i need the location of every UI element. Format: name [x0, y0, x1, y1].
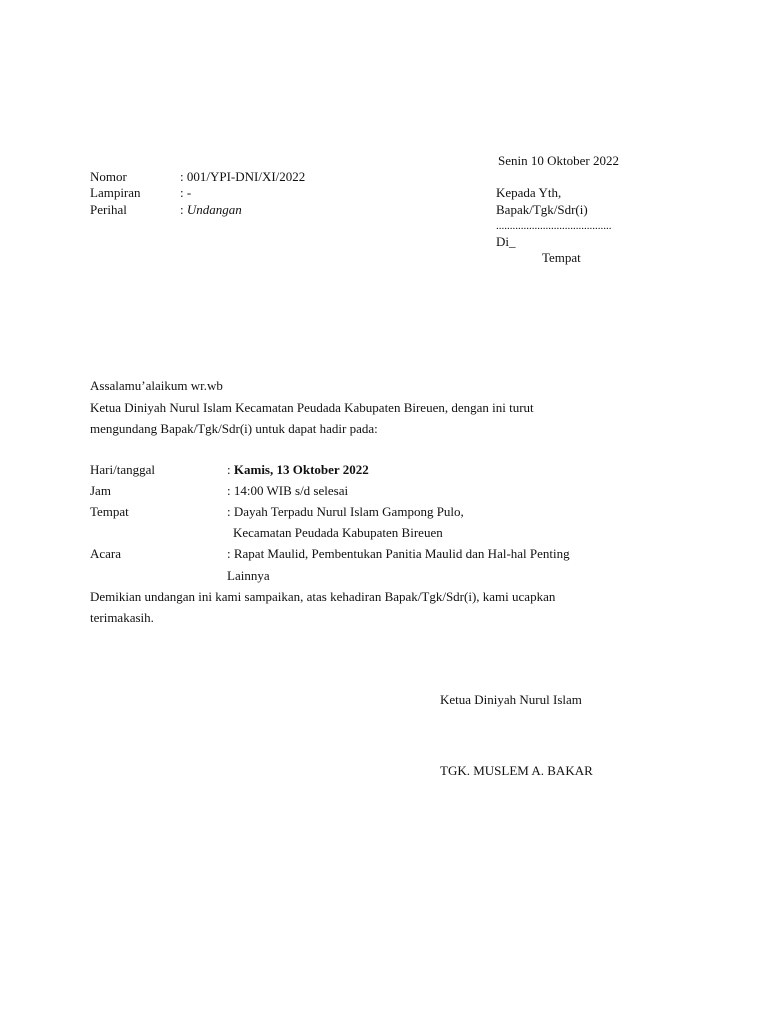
opening-paragraph-line1: Ketua Diniyah Nurul Islam Kecamatan Peudada Kabupaten Bireuen, dengan ini turut — [90, 400, 534, 415]
tempat-value-line1: : Dayah Terpadu Nurul Islam Gampong Pulo, — [227, 504, 464, 519]
recipient-tempat: Tempat — [542, 250, 581, 265]
closing-line1: Demikian undangan ini kami sampaikan, atas kehadiran Bapak/Tgk/Sdr(i), kami ucapkan — [90, 589, 556, 604]
lampiran-value: : - — [180, 185, 192, 200]
lampiran-label: Lampiran — [90, 185, 141, 200]
signature-title: Ketua Diniyah Nurul Islam — [440, 692, 582, 707]
opening-paragraph-line2: mengundang Bapak/Tgk/Sdr(i) untuk dapat hadir pada: — [90, 421, 378, 436]
nomor-value: : 001/YPI-DNI/XI/2022 — [180, 169, 306, 184]
hari-value-row — [227, 462, 369, 478]
closing-line2: terimakasih. — [90, 610, 154, 625]
tempat-label: Tempat — [90, 504, 129, 519]
acara-label: Acara — [90, 546, 122, 561]
hari-label: Hari/tanggal — [90, 462, 155, 477]
perihal-label: Perihal — [90, 202, 127, 217]
perihal-colon: : — [180, 202, 184, 217]
greeting: Assalamu’alaikum wr.wb — [90, 378, 223, 393]
acara-value-line1: : Rapat Maulid, Pembentukan Panitia Maulid dan Hal-hal Penting — [227, 546, 570, 561]
recipient-dots: .......................................... — [496, 220, 612, 232]
perihal-value-row — [180, 202, 242, 218]
recipient-line2: Bapak/Tgk/Sdr(i) — [496, 202, 588, 217]
perihal-value: Undangan — [186, 202, 242, 217]
recipient-di: Di_ — [496, 234, 516, 249]
nomor-label: Nomor — [90, 169, 127, 184]
hari-value: Kamis, 13 Oktober 2022 — [233, 462, 369, 477]
hari-colon: : — [227, 462, 234, 477]
acara-value-line2: Lainnya — [227, 568, 270, 583]
jam-value: : 14:00 WIB s/d selesai — [227, 483, 349, 498]
recipient-line1: Kepada Yth, — [496, 185, 562, 200]
jam-label: Jam — [90, 483, 111, 498]
letter-date: Senin 10 Oktober 2022 — [498, 153, 619, 168]
signature-name: TGK. MUSLEM A. BAKAR — [440, 763, 593, 778]
tempat-value-line2: Kecamatan Peudada Kabupaten Bireuen — [233, 525, 443, 540]
